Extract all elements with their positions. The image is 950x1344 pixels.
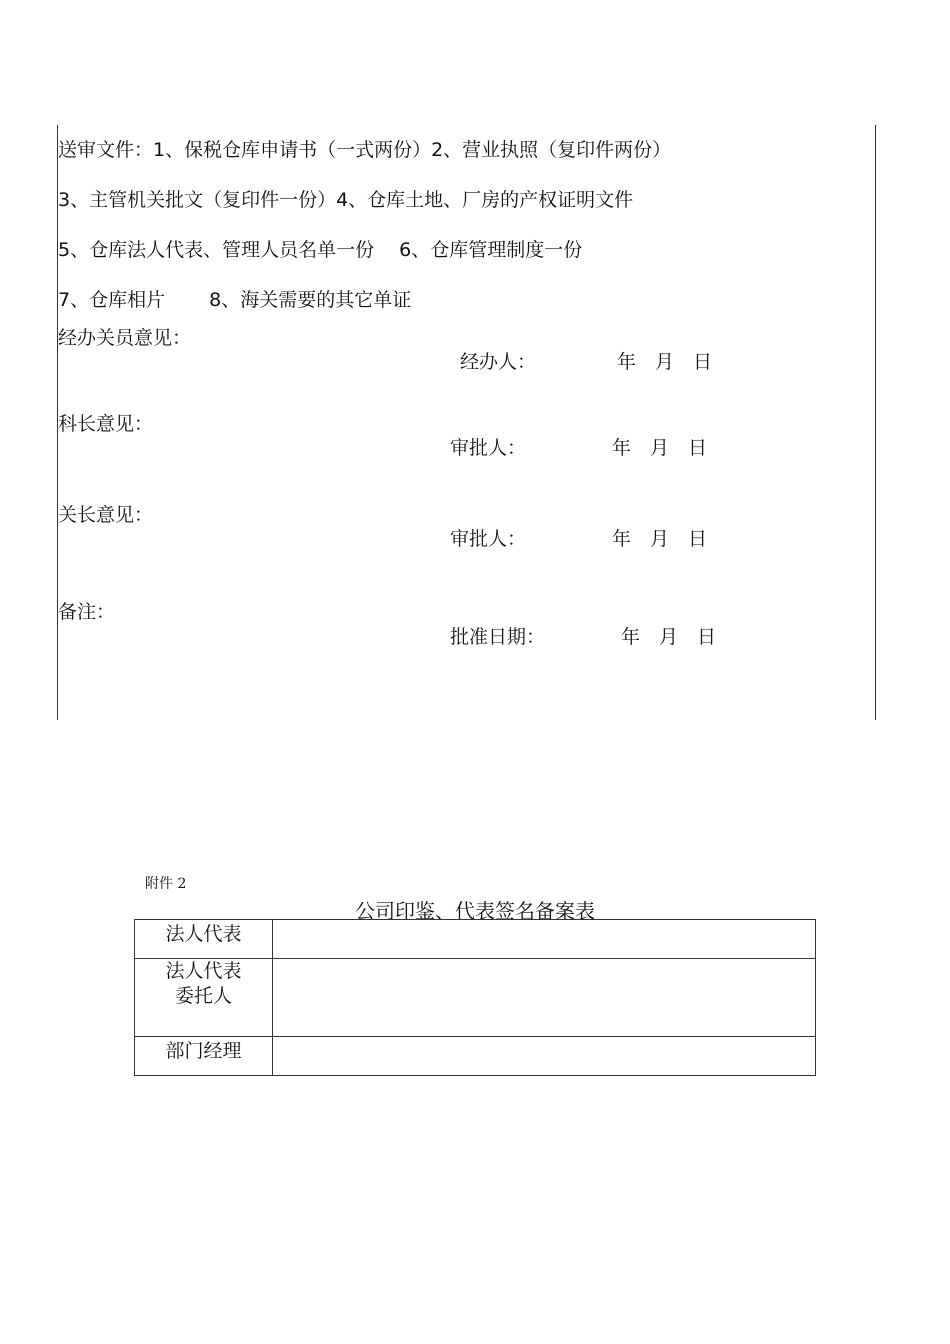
- section-chief-opinion-label: 科长意见：: [58, 413, 154, 435]
- handler-signer-label: 经办人：: [460, 351, 537, 373]
- row-label-legal-representative: [135, 920, 273, 959]
- row-label-legal-representative-proxy: [135, 959, 273, 1037]
- table-row: [135, 920, 816, 959]
- row-label-department-manager: [135, 1037, 273, 1076]
- legal-representative-signature-cell[interactable]: [273, 920, 816, 959]
- proxy-signature-cell[interactable]: [273, 959, 816, 1037]
- department-manager-signature-cell[interactable]: [273, 1037, 816, 1076]
- table-row: [135, 1037, 816, 1076]
- row-label-line: 部门经理: [165, 1040, 242, 1062]
- documents-line-2: 3、主管机关批文（复印件一份）4、仓库土地、厂房的产权证明文件: [58, 189, 634, 211]
- row-label-line: 法人代表: [165, 923, 242, 945]
- section-chief-date-label: 年 月 日: [612, 437, 708, 459]
- seal-signature-registration-table: [134, 919, 816, 1076]
- documents-line-3: 5、仓库法人代表、管理人员名单一份 6、仓库管理制度一份: [58, 239, 583, 261]
- remarks-label: 备注：: [58, 601, 116, 623]
- director-signer-label: 审批人：: [450, 528, 527, 550]
- form-right-border: [875, 125, 876, 720]
- approval-date-value: 年 月 日: [621, 626, 717, 648]
- table-row: [135, 959, 816, 1037]
- handler-opinion-label: 经办关员意见：: [58, 327, 192, 349]
- attachment-title: 公司印鉴、代表签名备案表: [355, 899, 595, 923]
- approval-date-label: 批准日期：: [450, 626, 546, 648]
- attachment-label: 附件 2: [145, 876, 187, 892]
- row-label-line: 法人代表: [165, 960, 242, 982]
- documents-line-1: 送审文件：1、保税仓库申请书（一式两份）2、营业执照（复印件两份）: [58, 139, 672, 161]
- section-chief-signer-label: 审批人：: [450, 437, 527, 459]
- handler-date-label: 年 月 日: [617, 351, 713, 373]
- director-date-label: 年 月 日: [612, 528, 708, 550]
- row-label-line: 委托人: [174, 985, 232, 1007]
- director-opinion-label: 关长意见：: [58, 504, 154, 526]
- documents-line-4: 7、仓库相片 8、海关需要的其它单证: [58, 289, 412, 311]
